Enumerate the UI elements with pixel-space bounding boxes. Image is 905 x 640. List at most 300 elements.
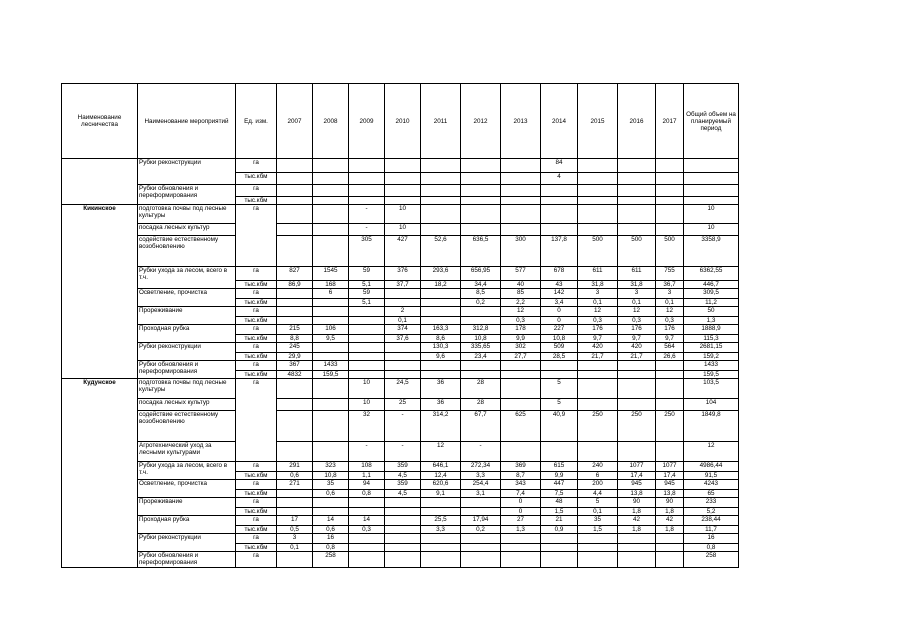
year-value-cell: 12	[578, 307, 618, 317]
year-value-cell: 302	[501, 343, 541, 353]
year-value-cell: 755	[656, 267, 684, 281]
unit-cell: га	[236, 289, 277, 299]
year-value-cell	[385, 197, 421, 205]
total-cell: 1849,8	[684, 411, 739, 442]
year-value-cell: -	[349, 205, 385, 224]
year-value-cell: 611	[618, 267, 656, 281]
unit-cell: тыс.кбм	[236, 173, 277, 185]
table-row	[62, 205, 739, 224]
year-value-cell: 10	[385, 224, 421, 236]
year-value-cell	[385, 185, 421, 197]
table-row	[62, 307, 739, 317]
unit-cell: га	[236, 534, 277, 544]
unit-cell: тыс.кбм	[236, 526, 277, 534]
year-value-cell: 0,1	[578, 299, 618, 307]
year-value-cell: 106	[313, 325, 349, 335]
year-value-cell	[385, 371, 421, 379]
year-value-cell: 227	[541, 325, 578, 335]
year-value-cell	[656, 224, 684, 236]
year-value-cell: 31,8	[618, 281, 656, 289]
table-row	[62, 289, 739, 299]
year-value-cell: 35	[313, 480, 349, 490]
year-value-cell	[501, 442, 541, 462]
year-value-cell	[501, 205, 541, 224]
unit-cell: га	[236, 480, 277, 490]
year-value-cell: 0,3	[349, 526, 385, 534]
year-value-cell: 0,6	[313, 526, 349, 534]
year-value-cell	[501, 399, 541, 411]
year-value-cell	[313, 498, 349, 508]
year-value-cell	[501, 544, 541, 552]
year-value-cell: 9,1	[421, 490, 461, 498]
year-value-cell	[461, 307, 501, 317]
year-value-cell: 8,8	[277, 335, 313, 343]
year-value-cell: -	[461, 442, 501, 462]
table-row	[62, 534, 739, 544]
total-cell: 11,7	[684, 526, 739, 534]
year-value-cell	[421, 317, 461, 325]
year-value-cell: 13,8	[618, 490, 656, 498]
year-value-cell	[578, 552, 618, 568]
year-value-cell: 335,65	[461, 343, 501, 353]
table-row	[62, 498, 739, 508]
year-value-cell	[618, 173, 656, 185]
measure-label: Рубки реконструкции	[138, 159, 236, 185]
year-value-cell	[656, 159, 684, 173]
year-value-cell	[656, 544, 684, 552]
year-value-cell	[313, 185, 349, 197]
year-value-cell	[421, 552, 461, 568]
year-value-cell: 359	[385, 462, 421, 472]
year-value-cell: 3,3	[461, 472, 501, 480]
forestry-name: Кудунское	[62, 379, 138, 568]
year-value-cell: 67,7	[461, 411, 501, 442]
year-value-cell: 0,5	[277, 526, 313, 534]
year-value-cell: 14	[349, 516, 385, 526]
year-value-cell: 0,3	[578, 317, 618, 325]
year-value-cell	[578, 544, 618, 552]
year-value-cell: 367	[277, 361, 313, 371]
year-value-cell: 18,2	[421, 281, 461, 289]
total-cell: 4986,44	[684, 462, 739, 472]
header-year: 2015	[578, 84, 618, 159]
year-value-cell: 0,9	[541, 526, 578, 534]
total-cell: 4243	[684, 480, 739, 490]
year-value-cell: 3	[618, 289, 656, 299]
header-forestry: Наименование лесничества	[62, 84, 138, 159]
year-value-cell	[461, 159, 501, 173]
year-value-cell: 35	[578, 516, 618, 526]
year-value-cell: 0	[501, 498, 541, 508]
year-value-cell: 10,8	[313, 472, 349, 480]
year-value-cell: 3,4	[541, 299, 578, 307]
year-value-cell: 827	[277, 267, 313, 281]
year-value-cell	[313, 508, 349, 516]
year-value-cell: 28	[461, 379, 501, 399]
unit-cell: тыс.кбм	[236, 335, 277, 343]
year-value-cell: 9,9	[501, 335, 541, 343]
year-value-cell	[277, 317, 313, 325]
year-value-cell	[461, 534, 501, 544]
year-value-cell	[656, 185, 684, 197]
year-value-cell	[277, 307, 313, 317]
year-value-cell: 323	[313, 462, 349, 472]
year-value-cell	[618, 442, 656, 462]
year-value-cell	[618, 197, 656, 205]
table-row	[62, 462, 739, 472]
table-row	[62, 325, 739, 335]
year-value-cell	[656, 534, 684, 544]
year-value-cell	[618, 379, 656, 399]
year-value-cell: -	[385, 442, 421, 462]
year-value-cell: 250	[656, 411, 684, 442]
year-value-cell: 25,5	[421, 516, 461, 526]
year-value-cell	[385, 159, 421, 173]
year-value-cell: 24,5	[385, 379, 421, 399]
total-cell: 2681,15	[684, 343, 739, 353]
year-value-cell: 945	[618, 480, 656, 490]
year-value-cell: 1,8	[656, 508, 684, 516]
unit-cell: тыс.кбм	[236, 472, 277, 480]
year-value-cell	[578, 197, 618, 205]
year-value-cell: 9,9	[541, 472, 578, 480]
year-value-cell	[277, 379, 313, 399]
year-value-cell	[421, 299, 461, 307]
measure-label: Рубки реконструкции	[138, 343, 236, 361]
year-value-cell: 40	[501, 281, 541, 289]
year-value-cell: 48	[541, 498, 578, 508]
year-value-cell	[349, 371, 385, 379]
year-value-cell	[461, 205, 501, 224]
table-row	[62, 379, 739, 399]
year-value-cell: 0,8	[349, 490, 385, 498]
year-value-cell	[656, 197, 684, 205]
year-value-cell: 27,7	[501, 353, 541, 361]
year-value-cell	[421, 508, 461, 516]
year-value-cell: 215	[277, 325, 313, 335]
year-value-cell: 0,2	[461, 299, 501, 307]
year-value-cell	[277, 490, 313, 498]
year-value-cell: 646,1	[421, 462, 461, 472]
year-value-cell	[421, 534, 461, 544]
year-value-cell	[421, 159, 461, 173]
year-value-cell	[501, 185, 541, 197]
year-value-cell	[313, 307, 349, 317]
year-value-cell: 625	[501, 411, 541, 442]
year-value-cell	[349, 185, 385, 197]
header-year: 2007	[277, 84, 313, 159]
table-row	[62, 185, 739, 197]
year-value-cell	[541, 197, 578, 205]
year-value-cell: 271	[277, 480, 313, 490]
header-year: 2008	[313, 84, 349, 159]
year-value-cell: 43	[541, 281, 578, 289]
year-value-cell: 5,1	[349, 281, 385, 289]
year-value-cell: 577	[501, 267, 541, 281]
measure-label: содействие естественному возобновлению	[138, 236, 236, 267]
forestry-plan-table	[61, 83, 739, 568]
year-value-cell	[618, 371, 656, 379]
year-value-cell: 32	[349, 411, 385, 442]
year-value-cell	[277, 205, 313, 224]
year-value-cell	[349, 508, 385, 516]
year-value-cell: 21,7	[618, 353, 656, 361]
year-value-cell	[349, 552, 385, 568]
unit-cell: га	[236, 205, 277, 267]
year-value-cell	[313, 353, 349, 361]
year-value-cell	[349, 498, 385, 508]
year-value-cell: 90	[618, 498, 656, 508]
year-value-cell	[349, 307, 385, 317]
year-value-cell: 4,5	[385, 490, 421, 498]
year-value-cell	[277, 173, 313, 185]
table-row	[62, 343, 739, 353]
measure-label: Проходная рубка	[138, 325, 236, 343]
year-value-cell	[349, 343, 385, 353]
year-value-cell: 14	[313, 516, 349, 526]
year-value-cell: -	[349, 442, 385, 462]
year-value-cell: 0,8	[313, 544, 349, 552]
unit-cell: тыс.кбм	[236, 317, 277, 325]
year-value-cell	[385, 299, 421, 307]
year-value-cell	[541, 442, 578, 462]
year-value-cell	[313, 411, 349, 442]
year-value-cell	[656, 379, 684, 399]
year-value-cell: 59	[349, 267, 385, 281]
year-value-cell	[578, 224, 618, 236]
year-value-cell: 374	[385, 325, 421, 335]
year-value-cell	[578, 185, 618, 197]
year-value-cell	[313, 159, 349, 173]
year-value-cell: 500	[656, 236, 684, 267]
year-value-cell: 1,8	[618, 508, 656, 516]
year-value-cell: 28,5	[541, 353, 578, 361]
total-cell: 115,3	[684, 335, 739, 343]
year-value-cell	[618, 224, 656, 236]
year-value-cell: 12	[421, 442, 461, 462]
year-value-cell: 3	[277, 534, 313, 544]
unit-cell: тыс.кбм	[236, 299, 277, 307]
year-value-cell: 36	[421, 379, 461, 399]
measure-label: Осветление, прочистка	[138, 480, 236, 498]
year-value-cell: 13,8	[656, 490, 684, 498]
year-value-cell	[461, 552, 501, 568]
year-value-cell: 10	[349, 379, 385, 399]
table-row	[62, 224, 739, 236]
header-measure: Наименование мероприятий	[138, 84, 236, 159]
year-value-cell: 5	[541, 399, 578, 411]
unit-cell: га	[236, 516, 277, 526]
year-value-cell: 84	[541, 159, 578, 173]
year-value-cell	[349, 361, 385, 371]
year-value-cell	[541, 224, 578, 236]
year-value-cell: 0,3	[618, 317, 656, 325]
year-value-cell	[618, 399, 656, 411]
year-value-cell	[501, 197, 541, 205]
year-value-cell	[313, 173, 349, 185]
year-value-cell	[541, 205, 578, 224]
measure-label: Агротехнический уход за лесными культурами	[138, 442, 236, 462]
year-value-cell: 312,8	[461, 325, 501, 335]
total-cell: 1433	[684, 361, 739, 371]
year-value-cell: 176	[578, 325, 618, 335]
year-value-cell: 1,8	[618, 526, 656, 534]
year-value-cell: 500	[618, 236, 656, 267]
year-value-cell	[578, 534, 618, 544]
year-value-cell: 26,6	[656, 353, 684, 361]
year-value-cell: 1545	[313, 267, 349, 281]
year-value-cell: 94	[349, 480, 385, 490]
year-value-cell	[277, 552, 313, 568]
total-cell: 91,5	[684, 472, 739, 480]
year-value-cell	[385, 544, 421, 552]
total-cell	[684, 173, 739, 185]
total-cell: 1,3	[684, 317, 739, 325]
year-value-cell	[461, 508, 501, 516]
measure-label: Рубки обновления и переформирования	[138, 552, 236, 568]
year-value-cell: 9,5	[313, 335, 349, 343]
year-value-cell	[277, 442, 313, 462]
year-value-cell: 420	[618, 343, 656, 353]
header-unit: Ед. изм.	[236, 84, 277, 159]
header-year: 2010	[385, 84, 421, 159]
year-value-cell: -	[385, 411, 421, 442]
year-value-cell: 369	[501, 462, 541, 472]
year-value-cell: 10,8	[461, 335, 501, 343]
year-value-cell: 21,7	[578, 353, 618, 361]
year-value-cell: 1,3	[501, 526, 541, 534]
total-cell: 5,2	[684, 508, 739, 516]
total-cell: 10	[684, 205, 739, 224]
header-year: 2011	[421, 84, 461, 159]
year-value-cell: 3	[578, 289, 618, 299]
table-row	[62, 267, 739, 281]
year-value-cell	[349, 197, 385, 205]
unit-cell: га	[236, 159, 277, 173]
year-value-cell	[578, 379, 618, 399]
year-value-cell	[277, 299, 313, 307]
total-cell	[684, 185, 739, 197]
measure-label: Рубки реконструкции	[138, 534, 236, 552]
year-value-cell: 5	[541, 379, 578, 399]
year-value-cell: 12	[656, 307, 684, 317]
year-value-cell	[313, 317, 349, 325]
header-row	[62, 84, 739, 159]
year-value-cell: 0,1	[277, 544, 313, 552]
year-value-cell: 6	[313, 289, 349, 299]
year-value-cell	[578, 159, 618, 173]
table-row	[62, 442, 739, 462]
year-value-cell	[578, 371, 618, 379]
unit-cell: тыс.кбм	[236, 490, 277, 498]
year-value-cell	[313, 442, 349, 462]
year-value-cell	[501, 552, 541, 568]
year-value-cell	[618, 185, 656, 197]
forestry-name: Кикинское	[62, 205, 138, 379]
year-value-cell	[541, 552, 578, 568]
year-value-cell	[385, 508, 421, 516]
year-value-cell	[421, 361, 461, 371]
measure-label: Рубки ухода за лесом, всего в т.ч.	[138, 462, 236, 480]
year-value-cell	[385, 361, 421, 371]
year-value-cell	[313, 343, 349, 353]
year-value-cell: 293,6	[421, 267, 461, 281]
year-value-cell: 258	[313, 552, 349, 568]
year-value-cell: 945	[656, 480, 684, 490]
header-year: 2013	[501, 84, 541, 159]
year-value-cell: 509	[541, 343, 578, 353]
year-value-cell: 636,5	[461, 236, 501, 267]
year-value-cell	[277, 289, 313, 299]
year-value-cell	[385, 534, 421, 544]
year-value-cell: 12	[501, 307, 541, 317]
unit-cell: га	[236, 185, 277, 197]
year-value-cell	[618, 552, 656, 568]
year-value-cell	[385, 516, 421, 526]
unit-cell: тыс.кбм	[236, 281, 277, 289]
year-value-cell	[501, 361, 541, 371]
year-value-cell: 656,95	[461, 267, 501, 281]
year-value-cell	[277, 508, 313, 516]
year-value-cell: 3	[656, 289, 684, 299]
year-value-cell: 17	[277, 516, 313, 526]
year-value-cell: 16	[313, 534, 349, 544]
year-value-cell	[349, 544, 385, 552]
total-cell: 104	[684, 399, 739, 411]
year-value-cell	[578, 399, 618, 411]
year-value-cell	[385, 353, 421, 361]
year-value-cell: 447	[541, 480, 578, 490]
year-value-cell: 8,7	[501, 472, 541, 480]
measure-label: подготовка почвы под лесные культуры	[138, 205, 236, 224]
year-value-cell: 7,5	[541, 490, 578, 498]
unit-cell: тыс.кбм	[236, 508, 277, 516]
year-value-cell	[656, 361, 684, 371]
year-value-cell: 1,1	[349, 472, 385, 480]
total-cell: 233	[684, 498, 739, 508]
year-value-cell	[461, 197, 501, 205]
year-value-cell: 4,4	[578, 490, 618, 498]
year-value-cell: 25	[385, 399, 421, 411]
year-value-cell: 1077	[656, 462, 684, 472]
year-value-cell	[501, 534, 541, 544]
year-value-cell: 0,3	[501, 317, 541, 325]
year-value-cell: 200	[578, 480, 618, 490]
year-value-cell	[349, 317, 385, 325]
unit-cell: тыс.кбм	[236, 371, 277, 379]
year-value-cell	[421, 498, 461, 508]
year-value-cell: 10	[385, 205, 421, 224]
year-value-cell: 564	[656, 343, 684, 353]
header-year: 2017	[656, 84, 684, 159]
year-value-cell: 42	[656, 516, 684, 526]
measure-label: посадка лесных культур	[138, 224, 236, 236]
year-value-cell: 300	[501, 236, 541, 267]
year-value-cell: 0	[541, 307, 578, 317]
year-value-cell: 500	[578, 236, 618, 267]
year-value-cell	[313, 224, 349, 236]
table-row	[62, 552, 739, 568]
year-value-cell: 108	[349, 462, 385, 472]
year-value-cell: 1,5	[541, 508, 578, 516]
year-value-cell	[541, 361, 578, 371]
year-value-cell: -	[349, 224, 385, 236]
measure-label: Рубки обновления и переформирования	[138, 185, 236, 205]
year-value-cell: 0,1	[385, 317, 421, 325]
unit-cell: га	[236, 343, 277, 353]
year-value-cell: 31,8	[578, 281, 618, 289]
year-value-cell: 5,1	[349, 299, 385, 307]
